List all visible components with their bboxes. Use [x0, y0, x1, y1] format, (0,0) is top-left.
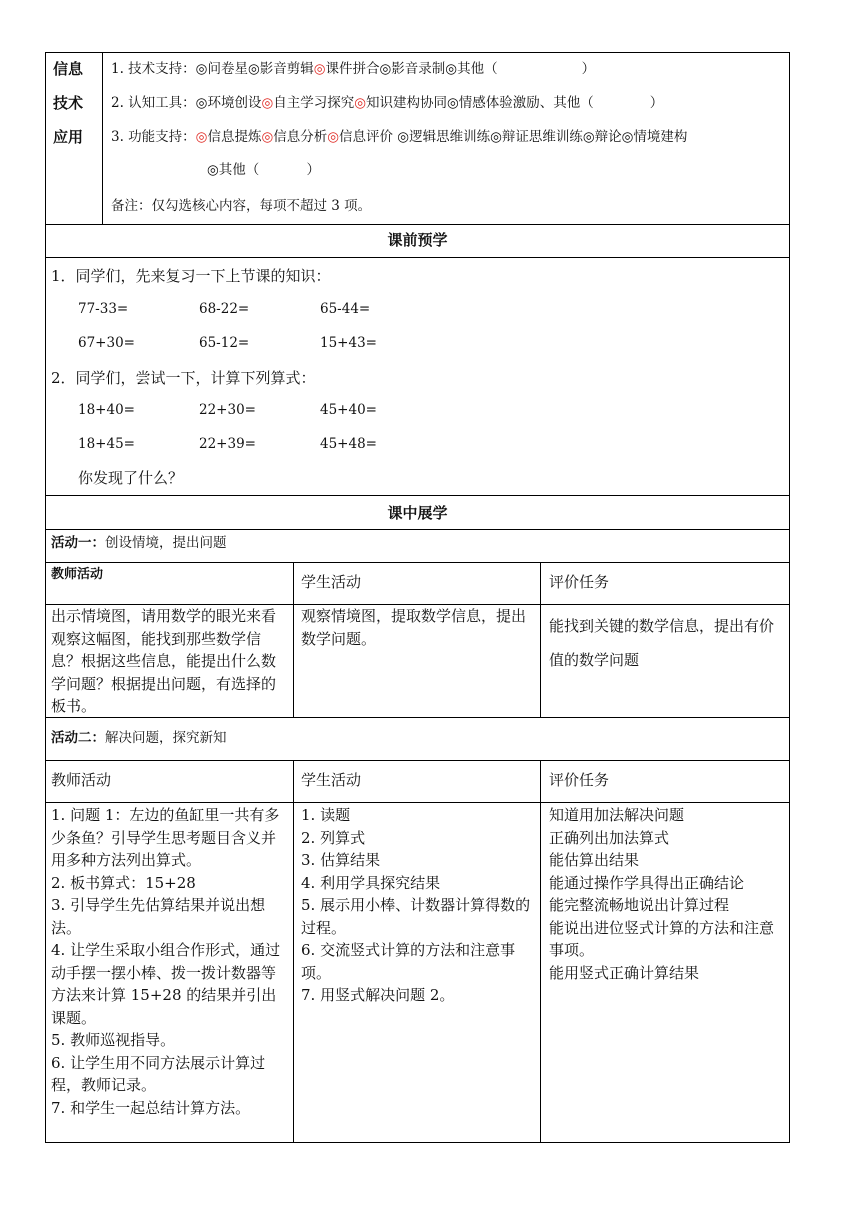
activity-1-student-cell: 观察情境图，提取数学信息，提出数学问题。 [301, 607, 527, 648]
function-support-line: 3. 功能支持：◎信息提炼◎信息分析◎信息评价 ◎逻辑思维训练◎辩证思维训练◎辩论◎情境建构 [111, 129, 688, 145]
activity-2-student-cell [301, 804, 533, 1007]
list-item: 1. 问题 1：左边的鱼缸里一共有多少条鱼？引导学生思考题目含义并用多种方法列出算式。 [51, 806, 280, 869]
activity-1-header-student: 学生活动 [301, 573, 362, 591]
activity-1-header-eval: 评价任务 [549, 573, 610, 591]
equation: 45+48= [320, 436, 377, 452]
row-divider [45, 495, 790, 496]
list-item: 7. 和学生一起总结计算方法。 [51, 1098, 251, 1117]
activity-2-eval-cell [549, 804, 785, 984]
col-divider [540, 760, 541, 1143]
equation: 68-22= [199, 301, 250, 317]
equation: 45+40= [320, 402, 377, 418]
activity-1-header-teacher: 教师活动 [51, 567, 104, 582]
equation: 18+45= [78, 436, 135, 452]
equation: 67+30= [78, 335, 135, 351]
info-label-line: 应用 [53, 128, 84, 146]
row-divider [45, 224, 790, 225]
pre-study-question-3: 你发现了什么？ [78, 469, 184, 487]
row-divider [45, 529, 790, 530]
col-divider [293, 760, 294, 1143]
row-divider [45, 802, 790, 803]
list-item: 7. 用竖式解决问题 2。 [301, 986, 455, 1004]
pre-study-question-2: 2．同学们，尝试一下，计算下列算式： [51, 369, 316, 387]
equation: 65-44= [320, 301, 371, 317]
list-item: 1. 读题 [301, 806, 351, 824]
activity-2-header-teacher: 教师活动 [51, 771, 112, 789]
list-item: 能估算出结果 [549, 851, 640, 869]
pre-study-question-1: 1．同学们，先来复习一下上节课的知识： [51, 267, 331, 285]
list-item: 3. 估算结果 [301, 851, 381, 869]
equation: 77-33= [78, 301, 129, 317]
list-item: 4. 利用学具探究结果 [301, 873, 441, 892]
list-item: 能用竖式正确计算结果 [549, 963, 700, 982]
row-divider [45, 562, 790, 563]
list-item: 5. 教师巡视指导。 [51, 1031, 176, 1049]
list-item: 5. 展示用小棒、计数器计算得数的过程。 [301, 896, 531, 937]
list-item: 4. 让学生采取小组合作形式，通过动手摆一摆小棒、拨一拨计数器等方法来计算 15+28 的结果并引出课题。 [51, 941, 281, 1027]
col-divider [293, 562, 294, 717]
col-divider [540, 562, 541, 717]
info-label-line: 技术 [53, 94, 84, 112]
list-item: 知道用加法解决问题 [549, 806, 685, 824]
activity-2-header-student: 学生活动 [301, 771, 362, 789]
equation: 18+40= [78, 402, 135, 418]
activity-2-title: 活动二：解决问题，探究新知 [51, 730, 227, 746]
list-item: 3. 引导学生先估算结果并说出想法。 [51, 896, 266, 937]
activity-2-header-eval: 评价任务 [549, 771, 610, 789]
activity-1-eval-cell: 能找到关键的数学信息，提出有价值的数学问题 [549, 617, 775, 669]
info-note: 备注：仅勾选核心内容，每项不超过 3 项。 [111, 198, 372, 214]
info-label-line: 信息 [53, 60, 84, 78]
equation: 22+39= [199, 436, 256, 452]
row-divider [45, 760, 790, 761]
list-item: 能完整流畅地说出计算过程 [549, 896, 730, 914]
cognitive-tools-line: 2. 认知工具：◎环境创设◎自主学习探究◎知识建构协同◎情感体验激励、其他（ ） [111, 95, 664, 111]
activity-1-teacher-cell: 出示情境图，请用数学的眼光来看观察这幅图，能找到那些数学信息？根据这些信息，能提出什么数学问题？根据提出问题，有选择的板书。 [51, 607, 277, 715]
list-item: 6. 让学生用不同方法展示计算过程，教师记录。 [51, 1053, 266, 1094]
list-item: 2. 列算式 [301, 828, 366, 847]
col-divider [102, 52, 103, 224]
list-item: 正确列出加法算式 [549, 828, 670, 847]
equation: 65-12= [199, 335, 250, 351]
activity-1-title: 活动一：创设情境，提出问题 [51, 535, 227, 551]
equation: 22+30= [199, 402, 256, 418]
pre-study-heading: 课前预学 [387, 231, 448, 249]
function-support-other: ◎其他（ ） [207, 162, 320, 178]
lesson-plan-table [45, 52, 790, 1143]
list-item: 6. 交流竖式计算的方法和注意事项。 [301, 941, 516, 982]
row-divider [45, 257, 790, 258]
in-class-heading: 课中展学 [387, 504, 448, 522]
tech-support-line: 1. 技术支持：◎问卷星◎影音剪辑◎课件拼合◎影音录制◎其他（ ） [111, 61, 596, 77]
list-item: 能通过操作学具得出正确结论 [549, 873, 745, 892]
activity-2-teacher-cell [51, 804, 287, 1119]
list-item: 能说出进位竖式计算的方法和注意事项。 [549, 918, 775, 959]
equation: 15+43= [320, 335, 377, 351]
list-item: 2. 板书算式：15+28 [51, 873, 196, 892]
